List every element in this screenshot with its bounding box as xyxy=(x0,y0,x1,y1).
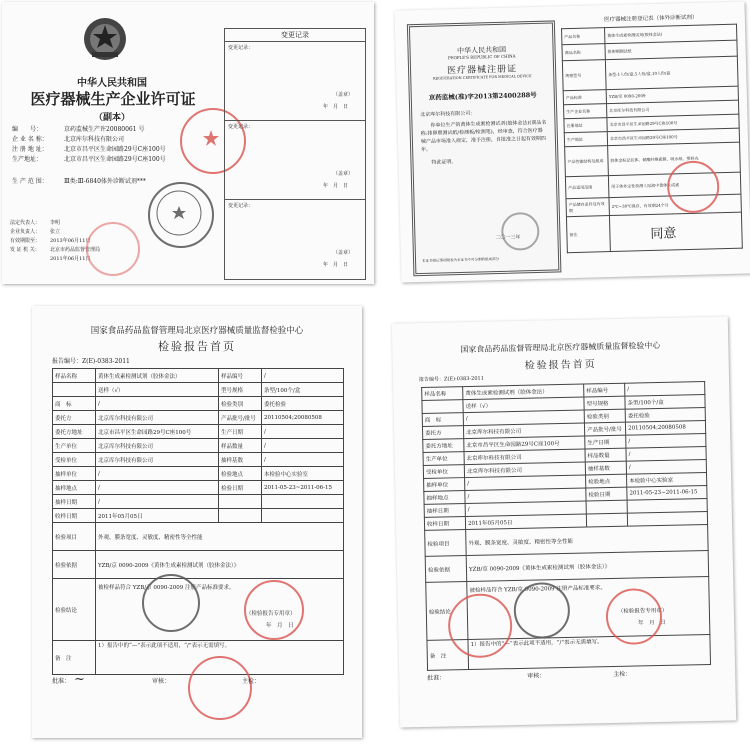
cell: 型号规格 xyxy=(584,396,625,410)
cell xyxy=(422,400,463,414)
cell: / xyxy=(626,434,706,449)
registration-title-en: REGISTRATION CERTIFICATE FOR MEDICAL DEVICE xyxy=(432,73,532,81)
approver-signature: ~ xyxy=(74,672,85,687)
reviewer-label: 审核： xyxy=(152,678,171,685)
cell: 本检验中心实验室 xyxy=(627,473,707,488)
cell: 20110504;20080508 xyxy=(625,421,705,436)
stamp-label: （盖章） xyxy=(333,92,354,98)
cell xyxy=(262,509,344,523)
registration-body: 你单位生产的黄体生成素检测试剂(胶体金法)(商品名称:排卵期测试纸/检测板/检测笔)，经审查，符合医疗器械产品市场准入规定，准予注册，自批准之日起有效期四年。 xyxy=(420,119,547,153)
cell: 委托方地址 xyxy=(53,425,96,439)
cell: 抽样单位 xyxy=(424,478,465,492)
table-row xyxy=(53,509,344,523)
report-title: 检验报告首页 xyxy=(524,359,597,372)
table-row xyxy=(53,397,344,411)
cell: 检验地点 xyxy=(586,474,627,488)
cell: 20110504;20080508 xyxy=(262,411,344,425)
report-agency: 国家食品药品监督管理局北京医疗器械质量监督检验中心 xyxy=(90,326,304,336)
cell: 样品名称 xyxy=(53,369,96,383)
row-value: 北京库尔科技有限公司 xyxy=(607,100,739,117)
cell: YZB/京 0090-2009《黄体生成素检测试剂（胶体金法）》 xyxy=(96,551,344,579)
registration-seal xyxy=(501,212,540,251)
report-number-value: Z(E)-0383-2011 xyxy=(443,375,484,383)
field-label: 企业负责人： xyxy=(10,229,41,235)
report-signatures xyxy=(52,668,344,718)
cell: 检验日期 xyxy=(219,481,262,495)
cell: 商 标 xyxy=(53,397,96,411)
cell: 黄体生成素检测试剂（胶体金法） xyxy=(96,369,219,383)
change-label: 变更记录： xyxy=(228,45,254,51)
cell: / xyxy=(96,397,219,411)
table-row xyxy=(53,523,344,551)
approve-text: 同意 xyxy=(650,226,677,243)
cell xyxy=(96,579,344,641)
date-note: 年 月 日 xyxy=(266,623,294,629)
cell: 备 注 xyxy=(427,640,469,671)
cell: 样品编号 xyxy=(219,369,262,383)
cell: 北京库尔科技有限公司 xyxy=(464,449,585,465)
cell: / xyxy=(262,425,344,439)
cell: 1）报告中的“—”表示此项不适用，“/”表示无需填写。 xyxy=(96,641,344,675)
company-seal xyxy=(148,182,214,248)
field-label: 注 册 地 址： xyxy=(12,146,48,153)
cell: / xyxy=(465,501,586,517)
registration-title: 医疗器械注册证 xyxy=(446,64,518,77)
cell: 北京库尔科技有限公司 xyxy=(96,411,219,425)
conclusion-text: 被检样品符合 YZB/京 0090-2009 注册产品标准要求。 xyxy=(469,585,606,594)
cell: 产品批号/批号 xyxy=(584,422,625,436)
cell: 收样日期 xyxy=(424,517,465,531)
test-report-left xyxy=(32,306,362,738)
approver-label: 批准： xyxy=(52,678,71,685)
cell: 收样日期 xyxy=(53,509,96,523)
cell: 北京库尔科技有限公司 xyxy=(464,462,585,478)
cell: 抽样日期 xyxy=(53,495,96,509)
report-agency: 国家食品药品监督管理局北京医疗器械质量监督检验中心 xyxy=(460,340,661,355)
cell: 委托检验 xyxy=(262,397,344,411)
cell xyxy=(219,495,262,509)
report-number-label: 报告编号： xyxy=(52,358,83,365)
cell: 生产日期 xyxy=(219,425,262,439)
cell: 抽样单位 xyxy=(53,467,96,481)
table-row xyxy=(53,453,344,467)
cell: 检验类别 xyxy=(584,409,625,423)
registration-date: 二〇一三年 xyxy=(495,234,521,242)
field-label: 编 号： xyxy=(12,126,43,133)
date-label: 年 月 日 xyxy=(323,183,349,189)
row-value: 排卵期测试纸 xyxy=(605,40,737,59)
field-label: 有效期限至： xyxy=(10,238,41,244)
cell: 样品数量 xyxy=(219,439,262,453)
cell: / xyxy=(262,439,344,453)
table-row xyxy=(53,481,344,495)
issuer-red-seal xyxy=(86,222,140,276)
cell: 北京库尔科技有限公司 xyxy=(463,423,584,439)
report-number xyxy=(419,376,484,383)
cell: 北京库尔科技有限公司 xyxy=(96,453,219,467)
registration-footer: 本证书登记事项附表为本证书不可分割的组成部分 xyxy=(422,256,500,263)
cell xyxy=(586,500,627,514)
change-label: 变更记录： xyxy=(228,124,254,130)
cell: / xyxy=(96,495,219,509)
table-row xyxy=(566,212,742,253)
cell: 条型/100个/盒 xyxy=(625,395,705,410)
field-label: 发 证 机 关： xyxy=(10,247,40,253)
row-value: 胶体金标记抗体、硝酸纤维素膜、吸水纸、塑料壳 xyxy=(608,142,741,175)
field-label xyxy=(10,256,50,265)
row-label: 产品标准 xyxy=(563,90,606,105)
cell: 型号规格 xyxy=(219,383,262,397)
report-title: 检验报告首页 xyxy=(158,340,236,353)
registration-country-en: PEOPLE'S REPUBLIC OF CHINA xyxy=(447,53,516,61)
cell: 受检单位 xyxy=(423,465,464,479)
date-label: 年 月 日 xyxy=(323,262,349,268)
date-label: 年 月 日 xyxy=(323,104,349,110)
field-value: 2013年06月11日 xyxy=(50,238,91,244)
cell: 样品编号 xyxy=(584,383,625,397)
cell: 委托方地址 xyxy=(423,439,464,453)
row-label: 生产地址 xyxy=(564,132,607,147)
cell: 抽样基数 xyxy=(219,453,262,467)
cell: 黄体生成素检测试剂（胶体金法） xyxy=(463,384,584,400)
cell: 抽样地点 xyxy=(53,481,96,495)
cell: 抽样基数 xyxy=(585,461,626,475)
cell: / xyxy=(465,488,586,504)
cell: 委托方 xyxy=(422,426,463,440)
cell xyxy=(219,509,262,523)
field-value: 京药监械生产许20080061 号 xyxy=(64,126,145,133)
row-label: 产品名称 xyxy=(562,28,605,45)
report-number-label: 报告编号： xyxy=(418,376,445,384)
cell: 抽样地点 xyxy=(424,491,465,505)
test-report-right xyxy=(392,317,736,728)
cell: 委托检验 xyxy=(625,408,705,423)
row-value: 北京市昌平区生命园路29号C座100号 xyxy=(607,114,739,131)
cell: 北京市昌平区生命园路29号C座100号 xyxy=(96,425,219,439)
row-value: 2℃~30℃保存，有效期24个月 xyxy=(609,194,741,215)
change-record-title: 变更记录 xyxy=(225,29,365,42)
report-number xyxy=(52,358,130,366)
cell: / xyxy=(262,453,344,467)
cell: 北京库尔科技有限公司 xyxy=(96,439,219,453)
row-value: 黄体生成素检测试剂(胶体金法) xyxy=(605,24,737,43)
cell: 生产单位 xyxy=(423,452,464,466)
cell: 样品名称 xyxy=(422,387,463,401)
registration-company: 北京库尔科技有限公司： xyxy=(420,110,476,118)
cell xyxy=(262,495,344,509)
row-value xyxy=(609,212,742,251)
row-value: 用于体外定性检测人尿液中黄体生成素 xyxy=(608,172,741,197)
license-copy: （副本） xyxy=(93,113,130,123)
registration-sign: 特此证明。 xyxy=(431,158,457,166)
seal-note: （检验报告专用章） xyxy=(617,607,668,615)
row-label: 商品名称 xyxy=(562,44,605,61)
cell: 受检单位 xyxy=(53,453,96,467)
cell: 检验项目 xyxy=(425,530,467,557)
cell: / xyxy=(463,410,584,426)
cell: 2011年05月05日 xyxy=(465,514,586,530)
table-row xyxy=(53,411,344,425)
row-value: 北京市昌平区生命园路29号C座100号 xyxy=(607,128,739,145)
inspector-label: 主检： xyxy=(613,670,632,679)
row-value: YZB/京 0090-2009 xyxy=(606,86,738,103)
report-signatures xyxy=(427,661,712,711)
cell: 本检验中心实验室 xyxy=(262,467,344,481)
change-record-panel xyxy=(224,28,366,280)
cell: 检验地点 xyxy=(219,467,262,481)
field-value: 北京市昌平区生命园路29号C座100号 xyxy=(64,146,166,153)
cell: 检验结论 xyxy=(53,579,96,641)
table-row xyxy=(53,551,344,579)
row-label: 备注 xyxy=(566,216,610,253)
field-value: 李明 xyxy=(50,220,61,226)
report-number-value: Z(E)-0383-2011 xyxy=(82,358,130,365)
field-label: 企 业 名 称： xyxy=(12,136,48,143)
cell: 商 标 xyxy=(422,413,463,427)
cell: 检验类别 xyxy=(219,397,262,411)
national-emblem-icon xyxy=(82,16,128,62)
cell: 委托方 xyxy=(53,411,96,425)
license-title: 医疗器械生产企业许可证 xyxy=(30,90,196,108)
cell: 2011-05-23~2011-06-15 xyxy=(627,486,707,501)
report-seal-black xyxy=(142,574,200,632)
conclusion-text: 被检样品符合 YZB/京 0090-2009 注册产品标准要求。 xyxy=(98,585,235,591)
cell: 北京市昌平区生命园路29号C座100号 xyxy=(464,436,585,452)
field-value: 北京市药品监督管理局 xyxy=(50,247,101,253)
cell: 2011年05月05日 xyxy=(96,509,219,523)
row-label: 产品性能结构及组成 xyxy=(565,146,609,177)
change-label: 变更记录： xyxy=(228,203,254,209)
row-label: 注册地址 xyxy=(564,118,607,133)
cell: 2011-05-23~2011-06-15 xyxy=(262,481,344,495)
cell: / xyxy=(626,447,706,462)
cell: / xyxy=(96,481,219,495)
cell: 检验项目 xyxy=(53,523,96,551)
report-seal-red xyxy=(244,580,304,640)
row-label: 产品储存条件及有效期 xyxy=(566,198,609,217)
cell: 生产单位 xyxy=(53,439,96,453)
license-country: 中华人民共和国 xyxy=(77,78,147,89)
field-label: 生 产 范 围： xyxy=(12,178,48,185)
cell: 抽样日期 xyxy=(424,504,465,518)
registration-table-title: 医疗器械注册登记表（体外诊断试剂） xyxy=(603,14,698,24)
date-note: 年 月 日 xyxy=(638,619,666,627)
registration-number: 京药监械(准)字2013第2400288号 xyxy=(428,90,537,102)
cell: 生产日期 xyxy=(585,435,626,449)
cell: 备 注 xyxy=(53,641,96,675)
cell: 外观、膜条宽度、灵敏度、精密性等全性能 xyxy=(96,523,344,551)
field-value: 张立 xyxy=(50,229,61,235)
cell: 外观、膜条宽度、灵敏度、精密性等全性能 xyxy=(466,524,708,555)
cell xyxy=(586,513,627,527)
cell: / xyxy=(625,382,705,397)
cell: 送样（√） xyxy=(96,383,219,397)
row-label: 规格型号 xyxy=(562,60,606,91)
cell: 检验依据 xyxy=(53,551,96,579)
cell: 送样（√） xyxy=(463,397,584,413)
table-row xyxy=(53,383,344,397)
row-label: 产品适用范围 xyxy=(565,176,609,199)
inspector-label: 主检： xyxy=(242,678,261,685)
table-row xyxy=(53,425,344,439)
field-label: 法定代表人： xyxy=(10,220,41,226)
cell: / xyxy=(626,460,706,475)
cell xyxy=(53,383,96,397)
cell: 1）报告中的“—”表示此项不适用，“/”表示无需填写。 xyxy=(468,634,711,669)
approver-label: 批准： xyxy=(427,674,446,682)
table-row xyxy=(562,56,738,91)
registration-certificate xyxy=(394,1,750,282)
field-value: 北京市昌平区生命园路29号C座100号 xyxy=(64,156,166,163)
cell: 产品批号/批号 xyxy=(219,411,262,425)
cell: YZB/京 0090-2009《黄体生成素检测试剂（胶体金法）》 xyxy=(466,550,708,581)
table-row xyxy=(53,495,344,509)
field-label: 生产地址： xyxy=(12,156,43,163)
reviewer-label: 审核： xyxy=(527,672,546,680)
seal-note: （检验报告专用章） xyxy=(246,611,296,617)
cell: 条型/100个/盒 xyxy=(262,383,344,397)
row-label: 生产企业名称 xyxy=(564,104,607,119)
registration-table xyxy=(561,24,743,254)
cell: / xyxy=(96,467,219,481)
stamp-label: （盖章） xyxy=(333,250,354,256)
registration-country: 中华人民共和国 xyxy=(456,45,507,56)
field-value: 2011年06月11日 xyxy=(50,256,91,262)
cell: 样品数量 xyxy=(585,448,626,462)
cell: / xyxy=(262,369,344,383)
table-row xyxy=(53,439,344,453)
cell: 检验日期 xyxy=(586,487,627,501)
cell: 检验结论 xyxy=(426,582,468,641)
cell: / xyxy=(465,475,586,491)
table-row xyxy=(53,369,344,383)
field-value: 北京库尔科技有限公司 xyxy=(64,136,125,143)
stamp-label: （盖章） xyxy=(333,171,354,177)
row-value: 条型:1人份/盒,5人份/盒,10人份/盒 xyxy=(605,56,738,89)
report-table xyxy=(52,368,344,675)
license-certificate xyxy=(2,2,374,284)
cell: 检验依据 xyxy=(425,556,467,583)
registration-main xyxy=(407,20,562,276)
table-row xyxy=(53,467,344,481)
field-value: Ⅲ类:Ⅲ-6840体外诊断试剂*** xyxy=(64,178,146,185)
